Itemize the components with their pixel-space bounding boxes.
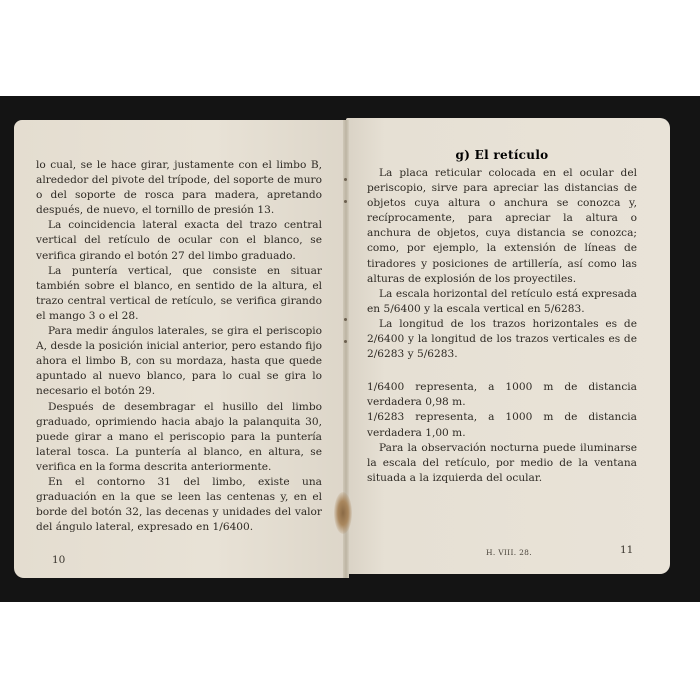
left-page-body — [36, 158, 322, 535]
paragraph: Después de desembragar el husillo del limbo graduado, oprimiendo hacia abajo la palanquita 30, puede girar a mano el periscopio para la puntería lateral tosca. La puntería al blanco, en altura, se verifica en la forma descrita anteriormente. — [36, 400, 322, 473]
paragraph: Para la observación nocturna puede iluminarse la escala del retículo, por medio de la ventana situada a la izquierda del ocular. — [367, 441, 637, 484]
paragraph: lo cual, se le hace girar, justamente con el limbo B, alrededor del pivote del trípode, del soporte de muro o del soporte de rosca para madera, apretando después, de nuevo, el tornillo de presión 13. — [36, 159, 322, 217]
staple-hole — [344, 200, 347, 203]
ratio-line: 1/6283 representa, a 1000 m de distancia verdadera 1,00 m. — [367, 411, 637, 439]
spacer — [367, 362, 637, 380]
page-number-left: 10 — [52, 554, 66, 566]
paragraph: Para medir ángulos laterales, se gira el periscopio A, desde la posición inicial anterior, pero estando fijo ahora el limbo B, con su mordaza, hasta que quede apuntado al nuevo blanco, para lo cual se gira lo necesario el botón 29. — [36, 325, 322, 398]
paragraph: La placa reticular colocada en el ocular del periscopio, sirve para apreciar las distancias de objetos cuya altura o anchura se conozca y, recíprocamente, para apreciar la altura o anchura de objetos, cuya distancia se conozca; como, por ejemplo, la extensión de líneas de tiradores y posiciones de artillería, así como las alturas de explosión de los proyectiles. — [367, 167, 637, 285]
page-number-right: 11 — [620, 544, 634, 556]
paragraph: La longitud de los trazos horizontales es de 2/6400 y la longitud de los trazos verticales es de 2/6283 y 5/6283. — [367, 317, 637, 361]
staple-hole — [344, 318, 347, 321]
right-page-body — [367, 166, 637, 486]
paragraph: En el contorno 31 del limbo, existe una graduación en la que se leen las centenas y, en el borde del botón 32, las decenas y unidades del valor del ángulo lateral, expresado en 1/6400. — [36, 475, 322, 534]
paragraph: La coincidencia lateral exacta del trazo central vertical del retículo de ocular con el blanco, se verifica girando el botón 27 del limbo graduado. — [36, 219, 322, 262]
paragraph: La escala horizontal del retículo está expresada en 5/6400 y la escala vertical en 5/6283. — [367, 287, 637, 315]
paragraph: La puntería vertical, que consiste en situar también sobre el blanco, en sentido de la altura, el trazo central vertical de retículo, se verifica girando el mango 3 o el 28. — [36, 264, 322, 322]
section-heading: g) El retículo — [455, 148, 549, 162]
staple-hole — [344, 178, 347, 181]
staple-hole — [344, 340, 347, 343]
binding-stain — [334, 492, 352, 534]
print-code: H. VIII. 28. — [486, 548, 532, 557]
ratio-line: 1/6400 representa, a 1000 m de distancia verdadera 0,98 m. — [367, 381, 637, 409]
